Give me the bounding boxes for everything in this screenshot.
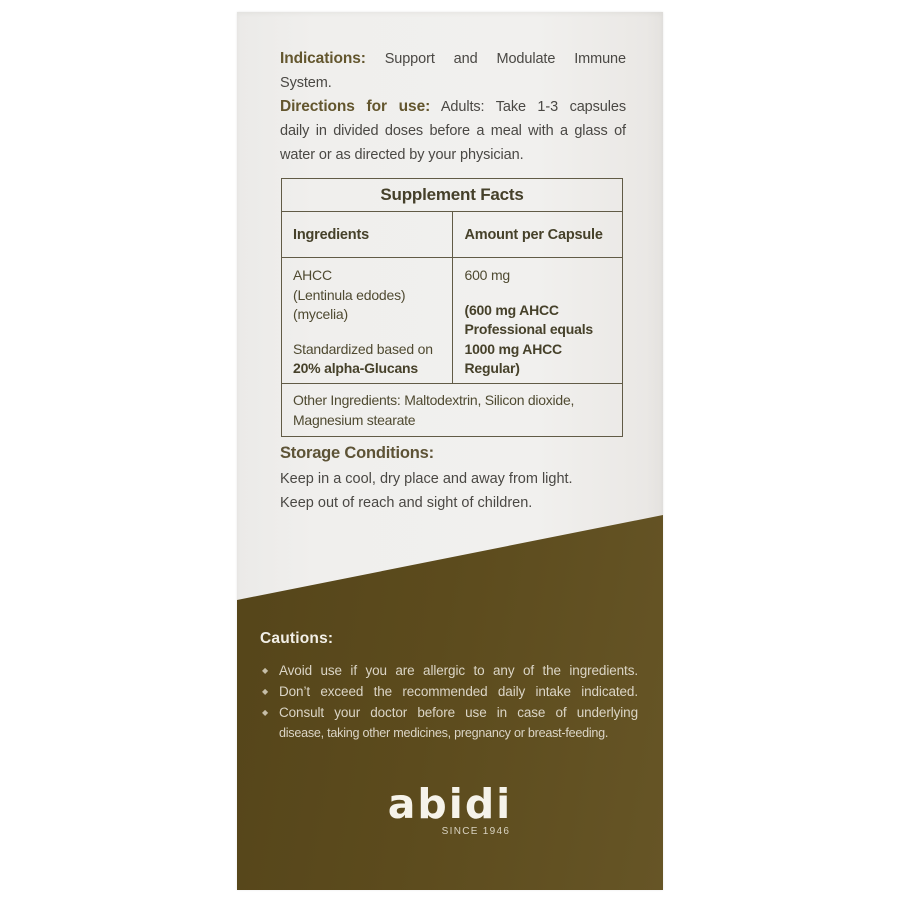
ingredient-form: (mycelia) [293, 306, 348, 322]
indications-paragraph [280, 47, 626, 95]
caution-item [260, 702, 638, 744]
facts-title-row [282, 179, 623, 212]
text-line: water or as directed by your physician. [280, 147, 524, 163]
brand-logo [388, 782, 512, 838]
directions-label: Directions for use: [280, 98, 431, 115]
ingredient-cell [282, 258, 453, 384]
facts-other-row [282, 383, 623, 436]
text-line: daily in divided doses before a meal with a glass of [280, 123, 626, 139]
amount-note: Regular) [464, 360, 520, 376]
caution-text: Consult your doctor before use in case of underlying [279, 705, 638, 720]
column-header-ingredients: Ingredients [282, 212, 453, 258]
directions-paragraph [280, 95, 626, 167]
indications-text: Support and Modulate Immune [384, 51, 626, 67]
ingredient-name: AHCC [293, 267, 332, 283]
ingredient-latin-name: (Lentinula edodes) [293, 286, 406, 303]
amount-note: (600 mg AHCC [464, 301, 559, 318]
amount-value: 600 mg [464, 267, 510, 283]
directions-text: Adults: Take 1-3 capsules [440, 99, 626, 115]
amount-note: Professional equals [464, 321, 593, 337]
text-line [280, 95, 626, 119]
caution-item [260, 660, 638, 681]
facts-title: Supplement Facts [282, 179, 623, 212]
caution-text: Avoid use if you are allergic to any of the ingredients. [279, 663, 638, 678]
diamond-bullet-icon: ◆ [262, 687, 269, 696]
caution-text: Don’t exceed the recommended daily intake indicated. [279, 684, 638, 699]
other-ingredients-text: Other Ingredients: Maltodextrin, Silicon dioxide, [293, 391, 575, 408]
amount-note: 1000 mg AHCC [464, 340, 562, 357]
text-line: Keep out of reach and sight of children. [280, 495, 533, 511]
other-ingredients-text: Magnesium stearate [293, 411, 416, 428]
text-line: System. [280, 75, 332, 91]
storage-conditions-block [280, 442, 626, 515]
facts-body-row [282, 258, 623, 384]
brand-logo-text: abidi [387, 780, 513, 828]
brand-tagline: SINCE 1946 [441, 826, 511, 837]
cautions-block [260, 629, 638, 744]
indications-label: Indications: [280, 50, 366, 67]
column-header-amount: Amount per Capsule [452, 212, 623, 258]
caution-text: disease, taking other medicines, pregnancy or breast-feeding. [279, 726, 609, 740]
standardization-value: 20% alpha-Glucans [293, 360, 418, 376]
text-line [280, 47, 626, 71]
text-line: Keep in a cool, dry place and away from light. [280, 471, 573, 487]
amount-cell [452, 258, 623, 384]
brand-block [237, 782, 663, 839]
storage-conditions-label: Storage Conditions: [280, 444, 434, 462]
product-back-panel [237, 12, 663, 890]
cautions-list [260, 660, 638, 744]
caution-item [260, 681, 638, 702]
facts-header-row [282, 212, 623, 258]
spacer [465, 286, 623, 301]
diamond-bullet-icon: ◆ [262, 708, 269, 717]
diamond-bullet-icon: ◆ [262, 666, 269, 675]
supplement-facts-table [281, 178, 623, 437]
other-ingredients-cell [282, 383, 623, 436]
standardization-note: Standardized based on [293, 340, 433, 357]
usage-text-block [280, 47, 626, 167]
spacer [293, 325, 452, 340]
cautions-label: Cautions: [260, 630, 334, 647]
